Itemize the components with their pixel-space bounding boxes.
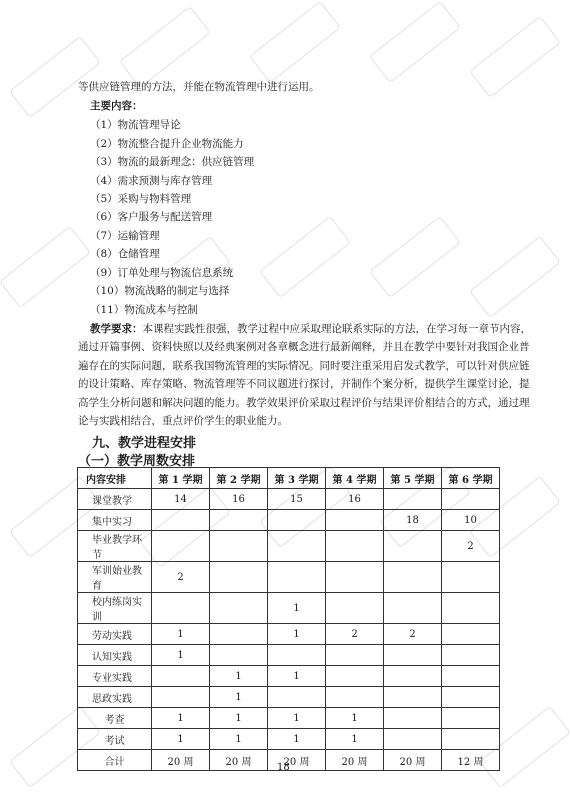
- table-row: [78, 593, 500, 624]
- table-cell: [326, 645, 384, 666]
- table-cell: 12 周: [442, 750, 500, 771]
- table-cell: 2: [384, 624, 442, 645]
- table-cell: 2: [326, 624, 384, 645]
- table-cell: [326, 687, 384, 708]
- table-cell: 1: [210, 729, 268, 750]
- table-cell: 1: [268, 708, 326, 729]
- content-item: （11）物流成本与控制: [90, 304, 198, 316]
- table-header-cell: 第 5 学期: [384, 468, 442, 489]
- table-cell: 1: [210, 708, 268, 729]
- table-cell: [442, 729, 500, 750]
- table-cell: [210, 531, 268, 562]
- table-cell: [210, 593, 268, 624]
- table-cell: [152, 666, 210, 687]
- table-cell: [326, 531, 384, 562]
- table-row: [78, 489, 500, 510]
- content-item: （2）物流整合提升企业物流能力: [90, 138, 244, 150]
- subsection-title: （一）教学周数安排: [78, 454, 196, 469]
- table-cell: [442, 562, 500, 593]
- content-item: （1）物流管理导论: [90, 119, 181, 131]
- table-cell: 20 周: [210, 750, 268, 771]
- table-row: [78, 708, 500, 729]
- table-header-cell: 第 1 学期: [152, 468, 210, 489]
- table-cell: 毕业教学环节: [78, 531, 152, 562]
- table-cell: 考试: [78, 729, 152, 750]
- table-cell: 1: [326, 729, 384, 750]
- table-header-cell: 内容安排: [78, 468, 152, 489]
- page-number: 18: [277, 762, 290, 773]
- table-row: [78, 687, 500, 708]
- table-cell: 1: [326, 708, 384, 729]
- table-row: [78, 510, 500, 531]
- table-cell: 1: [152, 645, 210, 666]
- table-cell: 1: [268, 729, 326, 750]
- teaching-requirements-line: [90, 322, 531, 336]
- table-cell: [268, 562, 326, 593]
- content-item: （10）物流战略的制定与选择: [90, 285, 230, 297]
- table-row: [78, 666, 500, 687]
- table-cell: [384, 562, 442, 593]
- table-header-row: [78, 468, 500, 489]
- table-cell: [442, 593, 500, 624]
- table-cell: 16: [326, 489, 384, 510]
- table-cell: 考查: [78, 708, 152, 729]
- table-cell: [268, 531, 326, 562]
- table-cell: 军训始业教育: [78, 562, 152, 593]
- table-header-cell: 第 6 学期: [442, 468, 500, 489]
- table-header-cell: 第 3 学期: [268, 468, 326, 489]
- table-cell: 集中实习: [78, 510, 152, 531]
- content-item: （9）订单处理与物流信息系统: [90, 267, 234, 279]
- table-cell: [210, 562, 268, 593]
- table-cell: [326, 593, 384, 624]
- table-cell: 20 周: [152, 750, 210, 771]
- table-cell: 18: [384, 510, 442, 531]
- table-cell: 认知实践: [78, 645, 152, 666]
- table-cell: [326, 666, 384, 687]
- table-cell: [442, 624, 500, 645]
- table-cell: [152, 510, 210, 531]
- table-cell: [442, 708, 500, 729]
- table-row: [78, 645, 500, 666]
- content-item: （8）仓储管理: [90, 248, 160, 260]
- table-cell: [326, 510, 384, 531]
- teaching-requirements-text: 的设计策略、库存策略、物流管理等不同议题进行探讨，并制作个案分析，提供学生课堂讨论，提: [78, 378, 530, 390]
- table-cell: [384, 645, 442, 666]
- table-cell: [442, 645, 500, 666]
- table-cell: [152, 531, 210, 562]
- table-cell: [442, 489, 500, 510]
- content-item: （4）需求预测与库存管理: [90, 175, 213, 187]
- table-cell: 10: [442, 510, 500, 531]
- table-cell: 14: [152, 489, 210, 510]
- table-cell: 1: [268, 624, 326, 645]
- table-cell: 1: [268, 666, 326, 687]
- table-cell: [268, 645, 326, 666]
- content-item: （5）采购与物料管理: [90, 193, 192, 205]
- table-cell: 专业实践: [78, 666, 152, 687]
- table-cell: [326, 562, 384, 593]
- table-cell: [442, 687, 500, 708]
- table-cell: 20 周: [384, 750, 442, 771]
- table-cell: [210, 624, 268, 645]
- content-item: （6）客户服务与配送管理: [90, 211, 213, 223]
- table-cell: [384, 593, 442, 624]
- table-cell: 20 周: [268, 750, 326, 771]
- main-content-heading: 主要内容：: [90, 100, 143, 112]
- table-cell: 1: [152, 624, 210, 645]
- table-cell: [152, 687, 210, 708]
- table-cell: [384, 708, 442, 729]
- section-title: 九、教学进程安排: [92, 436, 197, 451]
- table-row: [78, 729, 500, 750]
- teaching-requirements-text: 本课程实践性很强，教学过程中应采取理论联系实际的方法，在学习每一章节内容，: [142, 323, 531, 335]
- teaching-requirements-text: 高学生分析问题和解决问题的能力。教学效果评价采取过程评价与结果评价相结合的方式，通过理: [78, 397, 530, 409]
- table-cell: 思政实践: [78, 687, 152, 708]
- table-row: [78, 562, 500, 593]
- teaching-requirements-text: 遍存在的实际问题，联系我国物流管理的实际情况。同时要注重采用启发式教学，可以针对供应链: [78, 360, 530, 372]
- table-cell: 1: [152, 729, 210, 750]
- table-cell: 2: [442, 531, 500, 562]
- table-cell: 劳动实践: [78, 624, 152, 645]
- table-cell: [384, 531, 442, 562]
- table-cell: 课堂教学: [78, 489, 152, 510]
- teaching-requirements-text: 论与实践相结合，重点评价学生的职业能力。: [78, 415, 288, 427]
- table-header-cell: 第 4 学期: [326, 468, 384, 489]
- table-cell: 20 周: [326, 750, 384, 771]
- schedule-table: [77, 467, 500, 771]
- table-cell: [268, 687, 326, 708]
- table-cell: 1: [152, 708, 210, 729]
- table-cell: 15: [268, 489, 326, 510]
- table-row: [78, 624, 500, 645]
- table-cell: [384, 489, 442, 510]
- table-cell: [384, 687, 442, 708]
- intro-line: 等供应链管理的方法，并能在物流管理中进行运用。: [78, 81, 320, 93]
- table-header-cell: 第 2 学期: [210, 468, 268, 489]
- table-cell: [268, 510, 326, 531]
- table-cell: 16: [210, 489, 268, 510]
- teaching-requirements-label: 教学要求：: [90, 323, 143, 335]
- table-cell: [152, 593, 210, 624]
- table-cell: 1: [210, 666, 268, 687]
- teaching-requirements-text: 通过开篇事例、资料快照以及经典案例对各章概念进行最新阐释，并且在教学中要针对我国企业普: [78, 341, 530, 353]
- table-cell: [210, 510, 268, 531]
- table-cell: 2: [152, 562, 210, 593]
- content-item: （3）物流的最新理念：供应链管理: [90, 156, 255, 168]
- table-cell: [210, 645, 268, 666]
- table-cell: [442, 666, 500, 687]
- table-cell: 校内练岗实训: [78, 593, 152, 624]
- table-cell: 1: [210, 687, 268, 708]
- table-cell: [384, 729, 442, 750]
- table-cell: 1: [268, 593, 326, 624]
- table-cell: 合计: [78, 750, 152, 771]
- table-row: [78, 531, 500, 562]
- content-item: （7）运输管理: [90, 230, 160, 242]
- table-cell: [384, 666, 442, 687]
